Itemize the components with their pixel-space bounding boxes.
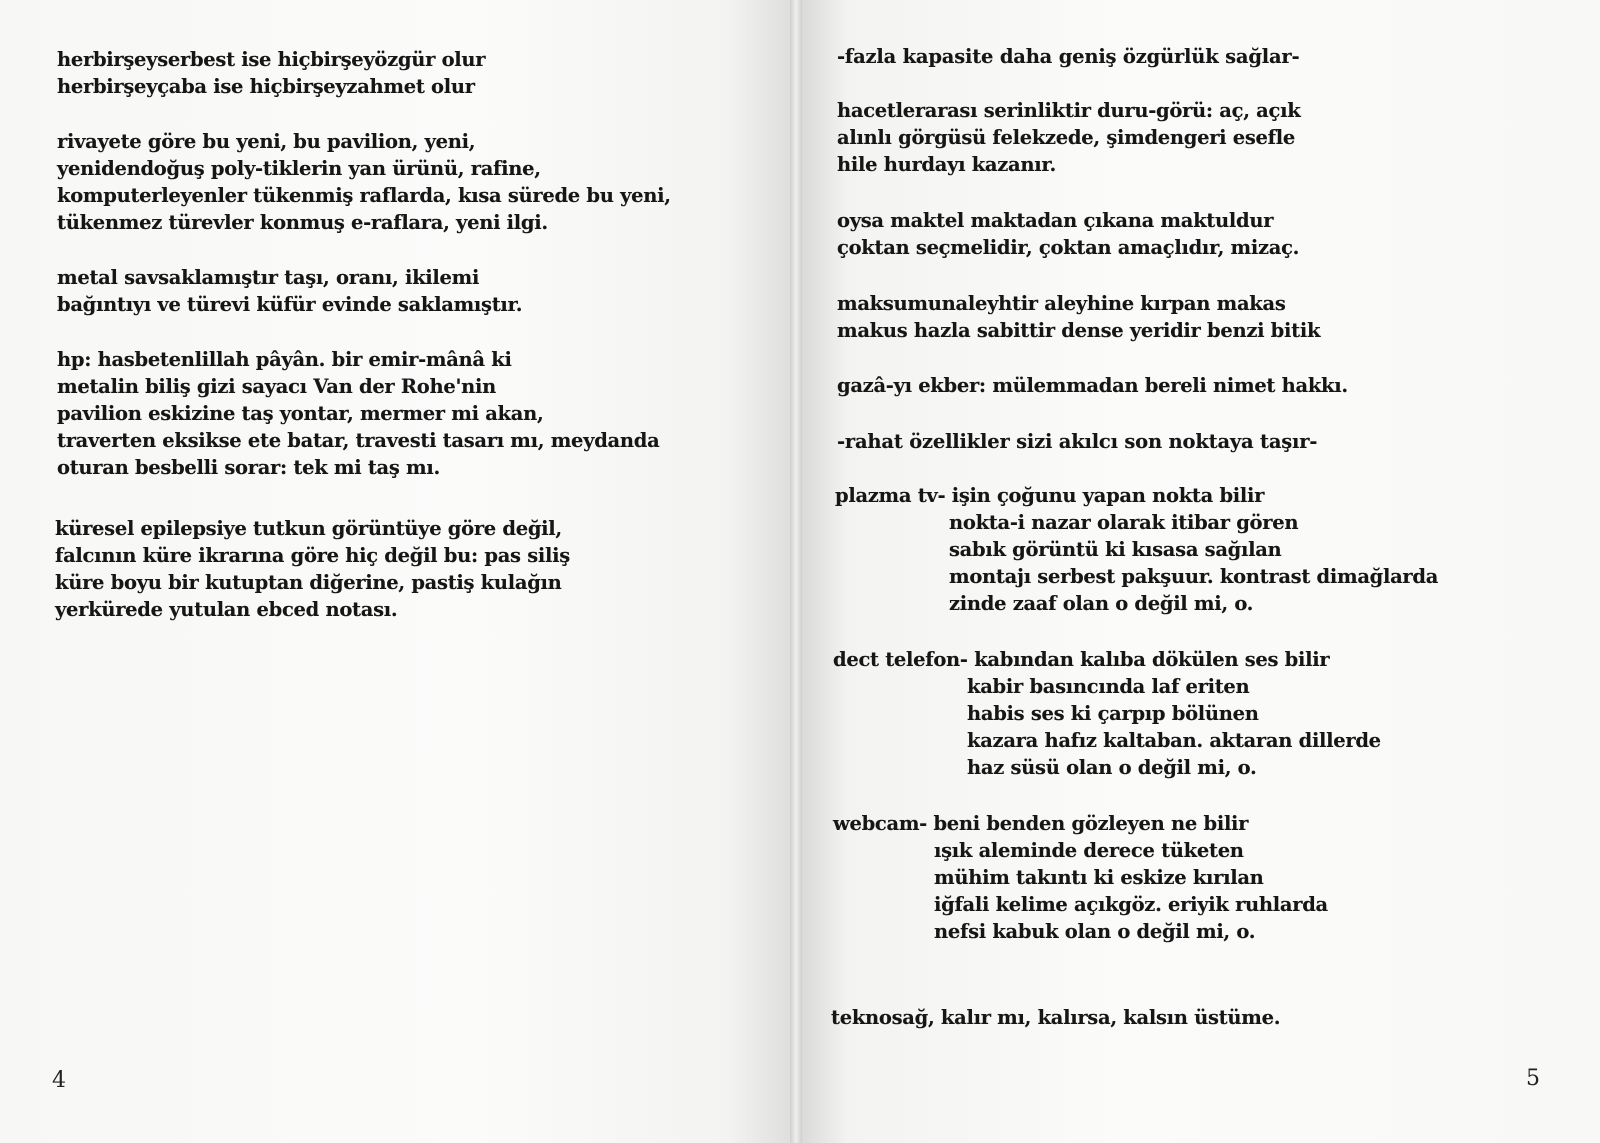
- poem-line: haz süsü olan o değil mi, o.: [967, 756, 1257, 779]
- section-heading: -rahat özellikler sizi akılcı son noktaya taşır-: [837, 430, 1318, 453]
- poem-line: tükenmez türevler konmuş e-raflara, yeni ilgi.: [57, 211, 548, 234]
- poem-line: ışık aleminde derece tüketen: [934, 839, 1244, 862]
- book-gutter: [790, 0, 802, 1143]
- poem-line: gazâ-yı ekber: mülemmadan bereli nimet hakkı.: [837, 374, 1348, 397]
- poem-line: çoktan seçmelidir, çoktan amaçlıdır, mizaç.: [837, 236, 1300, 259]
- poem-line: habis ses ki çarpıp bölünen: [967, 702, 1259, 725]
- poem-line: mühim takıntı ki eskize kırılan: [934, 866, 1264, 889]
- poem-line: makus hazla sabittir dense yeridir benzi bitik: [837, 319, 1321, 342]
- poem-line: bağıntıyı ve türevi küfür evinde saklamıştır.: [57, 293, 523, 316]
- poem-line: herbirşeyçaba ise hiçbirşeyzahmet olur: [57, 75, 475, 98]
- poem-line: alınlı görgüsü felekzede, şimdengeri esefle: [837, 126, 1295, 149]
- poem-line: kazara hafız kaltaban. aktaran dillerde: [967, 729, 1381, 752]
- left-stanza-5: [55, 515, 570, 623]
- poem-line: küresel epilepsiye tutkun görüntüye göre değil,: [55, 517, 562, 540]
- poem-line: maksumunaleyhtir aleyhine kırpan makas: [837, 292, 1286, 315]
- left-stanza-1: [57, 46, 485, 100]
- poem-line: hile hurdayı kazanır.: [837, 153, 1057, 176]
- right-stanza-c: [837, 290, 1320, 344]
- poem-line: metal savsaklamıştır taşı, oranı, ikilemi: [57, 266, 480, 289]
- poem-line: nefsi kabuk olan o değil mi, o.: [934, 920, 1256, 943]
- right-heading-2: [837, 428, 1317, 455]
- poem-line: kabir basıncında laf eriten: [967, 675, 1250, 698]
- poem-line: teknosağ, kalır mı, kalırsa, kalsın üstüme.: [831, 1006, 1281, 1029]
- poem-line: hacetlerarası serinliktir duru-görü: aç, açık: [837, 99, 1301, 122]
- poem-line: yenidendoğuş poly-tiklerin yan ürünü, rafine,: [57, 157, 541, 180]
- poem-line: montajı serbest pakşuur. kontrast dimağlarda: [949, 565, 1439, 588]
- page-number-left: 4: [52, 1068, 66, 1093]
- poem-line: plazma tv- işin çoğunu yapan nokta bilir: [835, 484, 1265, 507]
- poem-line: dect telefon- kabından kalıba dökülen ses bilir: [833, 648, 1330, 671]
- poem-line: webcam- beni benden gözleyen ne bilir: [833, 812, 1249, 835]
- poem-line: pavilion eskizine taş yontar, mermer mi akan,: [57, 402, 544, 425]
- poem-line: oturan besbelli sorar: tek mi taş mı.: [57, 456, 440, 479]
- poem-line: rivayete göre bu yeni, bu pavilion, yeni,: [57, 130, 476, 153]
- poem-line: sabık görüntü ki kısasa sağılan: [949, 538, 1282, 561]
- left-stanza-4: [57, 346, 659, 481]
- page-number-right: 5: [1526, 1066, 1540, 1091]
- poem-line: traverten eksikse ete batar, travesti tasarı mı, meydanda: [57, 429, 660, 452]
- poem-line: nokta-i nazar olarak itibar gören: [949, 511, 1299, 534]
- right-stanza-d: [837, 372, 1348, 399]
- webcam-stanza: [833, 810, 1328, 945]
- section-heading: -fazla kapasite daha geniş özgürlük sağlar-: [837, 45, 1300, 68]
- plazma-stanza: [835, 482, 1438, 617]
- poem-line: falcının küre ikrarına göre hiç değil bu: pas siliş: [55, 544, 570, 567]
- right-stanza-b: [837, 207, 1299, 261]
- closing-line: [831, 1004, 1280, 1031]
- poem-line: metalin biliş gizi sayacı Van der Rohe'nin: [57, 375, 497, 398]
- left-stanza-2: [57, 128, 671, 236]
- poem-line: herbirşeyserbest ise hiçbirşeyözgür olur: [57, 48, 486, 71]
- poem-line: hp: hasbetenlillah pâyân. bir emir-mânâ ki: [57, 348, 512, 371]
- left-stanza-3: [57, 264, 522, 318]
- poem-line: iğfali kelime açıkgöz. eriyik ruhlarda: [934, 893, 1328, 916]
- poem-line: komputerleyenler tükenmiş raflarda, kısa sürede bu yeni,: [57, 184, 671, 207]
- right-heading-1: [837, 43, 1299, 70]
- dect-stanza: [833, 646, 1381, 781]
- poem-line: yerkürede yutulan ebced notası.: [55, 598, 398, 621]
- poem-line: oysa maktel maktadan çıkana maktuldur: [837, 209, 1274, 232]
- right-stanza-a: [837, 97, 1300, 178]
- poem-line: zinde zaaf olan o değil mi, o.: [949, 592, 1254, 615]
- poem-line: küre boyu bir kutuptan diğerine, pastiş kulağın: [55, 571, 562, 594]
